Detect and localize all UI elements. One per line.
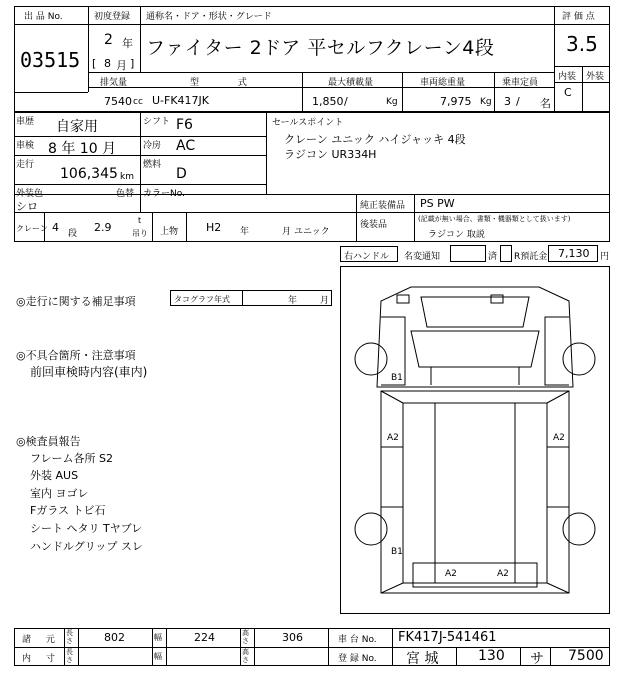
inspection-label: 車検: [16, 141, 35, 151]
report-line-6: ハンドルグリップ スレ: [30, 540, 143, 553]
name-change-label: 名変通知: [404, 252, 441, 262]
shift-label: シフト: [143, 117, 171, 127]
km-unit: km: [120, 172, 134, 182]
gross-weight: 7,975: [440, 95, 472, 108]
reg-place: 宮 城: [406, 651, 439, 667]
report-line-5: シート ヘタリ Tヤブレ: [30, 522, 143, 535]
reg-month-unit: 月: [116, 59, 127, 72]
inner-height-label: 高さ: [242, 648, 249, 664]
defect-title: ◎不具合箇所・注意事項: [16, 349, 136, 362]
length: 802: [104, 631, 125, 644]
model-code: U-FK417JK: [152, 94, 210, 107]
crane-maker: ユニック: [294, 227, 330, 237]
inner-width-label: 幅: [154, 652, 162, 661]
report-line-4: Fガラス トビ石: [30, 504, 106, 517]
reg-label: 登 録 No.: [338, 654, 377, 664]
kg-unit-2: Kg: [480, 97, 492, 107]
reg-year: 2: [104, 32, 113, 48]
report-line-3: 室内 ヨゴレ: [30, 487, 89, 500]
recycle-check-box: [500, 245, 512, 262]
reg-year-unit: 年: [122, 37, 133, 50]
crane-ton-unit: t: [138, 216, 142, 225]
interior-label: 内装: [558, 72, 577, 82]
crane-stages: 4: [52, 221, 59, 234]
score-label: 評 価 点: [562, 12, 595, 22]
fuel-label: 燃料: [143, 160, 162, 170]
capacity: 3: [504, 95, 511, 108]
mark-a2-rear-right: A2: [497, 569, 509, 579]
cc-unit: cc: [133, 97, 143, 107]
ac-label: 冷房: [143, 141, 162, 151]
aftermarket-note: (記載が無い場合、書類・機器類として扱います): [418, 215, 571, 223]
truck-diagram: [341, 267, 609, 613]
shift: F6: [176, 117, 193, 133]
capacity-label: 乗車定員: [502, 78, 539, 88]
capacity-slash: /: [516, 95, 520, 108]
top-year-unit: 年: [240, 227, 250, 237]
color: シロ: [16, 200, 38, 213]
chassis-number: FK417J-541461: [398, 630, 497, 645]
crane-hang-label: 吊り: [132, 229, 148, 238]
yen-unit: 円: [600, 252, 610, 262]
color-code-label: 色替: [116, 189, 135, 199]
model-label: 型 式: [190, 78, 265, 88]
recycle-label: R預託金: [514, 252, 548, 262]
name-change-box: [450, 245, 486, 262]
report-line-2: 外装 AUS: [30, 469, 79, 482]
defect-text: 前回車検時内容(車内): [30, 365, 148, 379]
length-label: 長さ: [66, 629, 73, 645]
crane-label: クレーン: [16, 224, 48, 233]
width-label: 幅: [154, 633, 162, 642]
mark-b1-front: B1: [391, 373, 403, 383]
exterior-label: 外装: [586, 72, 605, 82]
gross-weight-label: 車両総重量: [420, 78, 466, 88]
recycle-amount: 7,130: [558, 247, 590, 260]
wheel-rear-right: [563, 513, 595, 545]
report-line-1: フレーム各所 S2: [30, 452, 114, 465]
height-label: 高さ: [242, 629, 249, 645]
cab-roof: [411, 331, 539, 367]
dims-label: 諸 元: [22, 635, 61, 645]
inner-label: 内 寸: [22, 654, 61, 664]
displacement: 7540: [104, 95, 132, 108]
chassis-label: 車 台 No.: [338, 635, 377, 645]
sales-point-2: ラジコン UR334H: [284, 148, 377, 161]
recycle-prefix: 済: [488, 252, 498, 262]
crane-capacity: 2.9: [94, 221, 112, 234]
mileage-label: 走行: [16, 160, 35, 170]
kg-unit-1: Kg: [386, 97, 398, 107]
tacho-label: タコグラフ年式: [174, 295, 230, 304]
score: 3.5: [566, 32, 598, 56]
max-load-label: 最大積載量: [328, 78, 374, 88]
tacho-year: 年: [288, 296, 298, 306]
diagram-frame: [340, 266, 610, 614]
first-reg-label: 初度登録: [94, 12, 131, 22]
top-month-unit: 月: [282, 227, 292, 237]
mirror-right: [491, 295, 503, 303]
aftermarket: ラジコン 取説: [428, 230, 485, 240]
lot-number: 03515: [20, 48, 81, 72]
wheel-front-right: [563, 343, 595, 375]
inner-length-label: 長さ: [66, 648, 73, 664]
color-label: 外装色: [16, 189, 44, 199]
lot-label: 出 品 No.: [24, 12, 63, 22]
mark-a2-left: A2: [387, 433, 399, 443]
reg-class: 130: [478, 648, 505, 664]
reg-number: 7500: [568, 648, 604, 664]
sales-point-label: セールスポイント: [272, 118, 344, 128]
inspector-title: ◎検査員報告: [16, 435, 81, 448]
genuine: PS PW: [420, 197, 455, 210]
top-label: 上物: [160, 227, 179, 237]
history-label: 車歴: [16, 117, 35, 127]
reg-month: 8: [104, 57, 111, 70]
mark-a2-right: A2: [553, 433, 565, 443]
width: 224: [194, 631, 215, 644]
sales-point-1: クレーン ユニック ハイジャッキ 4段: [284, 133, 466, 146]
wheel-front-left: [355, 343, 387, 375]
mark-b1-rear: B1: [391, 547, 403, 557]
mark-a2-rear-left: A2: [445, 569, 457, 579]
mirror-left: [397, 295, 409, 303]
right-handle: 右ハンドル: [344, 252, 390, 262]
aftermarket-label: 後装品: [360, 220, 388, 230]
windshield: [421, 297, 529, 327]
ac: AC: [176, 138, 196, 154]
crane-stage-unit: 段: [68, 229, 78, 239]
driving-title: ◎走行に関する補足事項: [16, 295, 136, 308]
month-bracket-open: [: [92, 57, 97, 70]
month-bracket-close: ]: [130, 57, 135, 70]
max-load: 1,850: [312, 95, 344, 108]
car-name: ファイター 2ドア 平セルフクレーン4段: [146, 37, 495, 59]
displacement-label: 排気量: [100, 78, 128, 88]
wheel-rear-left: [355, 513, 387, 545]
height: 306: [282, 631, 303, 644]
history: 自家用: [56, 119, 98, 135]
interior-grade: C: [564, 86, 572, 99]
mileage: 106,345: [60, 166, 118, 182]
max-load-slash: /: [344, 95, 348, 108]
top-year: H2: [206, 221, 222, 234]
reg-kana: サ: [530, 651, 544, 667]
color-no-label: カラーNo.: [143, 189, 185, 199]
bed-inner: [403, 403, 547, 583]
fuel: D: [176, 166, 187, 182]
genuine-label: 純正装備品: [360, 201, 406, 211]
tacho-month: 月: [320, 296, 330, 306]
person-unit: 名: [540, 97, 551, 110]
cab-outline: [377, 287, 573, 387]
inspection: 8 年 10 月: [48, 141, 117, 157]
car-name-label: 通称名・ドア・形状・グレード: [146, 12, 272, 22]
